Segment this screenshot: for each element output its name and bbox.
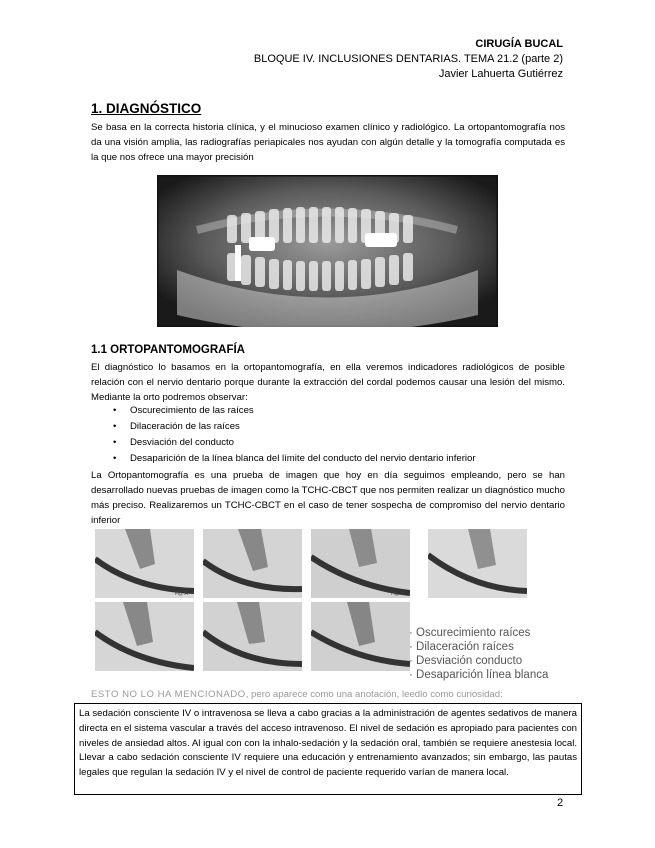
block-subtitle: BLOQUE IV. INCLUSIONES DENTARIAS. TEMA 21.2 (parte 2) <box>253 53 563 65</box>
radiograph-panel <box>203 529 302 598</box>
svg-text:Fig. B: Fig. B <box>391 591 405 597</box>
legend-item: · Dilaceración raíces <box>409 641 514 653</box>
course-title: CIRUGÍA BUCAL <box>475 38 563 50</box>
list-item: • Oscurecimiento de las raíces <box>113 405 254 416</box>
radiograph-panel <box>203 602 302 671</box>
legend-item: · Desaparición línea blanca <box>409 669 549 681</box>
page-number: 2 <box>557 797 564 809</box>
figure-legend <box>409 626 548 682</box>
radiograph-panel <box>95 602 194 671</box>
radiograph-panel <box>311 529 410 598</box>
section-heading-ortopantomografia: 1.1 ORTOPANTOMOGRAFÍA <box>91 344 245 356</box>
sedation-info-box: La sedación consciente IV o intravenosa se lleva a cabo gracias a la administración de agentes sedativos de manera directa en el sistema vascular a través del acceso intravenoso. El nivel de sedación es apropiado para pacientes con niveles de ansiedad altos. Al igual con con la inhalo-sedación y la sedación oral, también se requiere anestesia local. Llevar a cabo sedación consciente IV requiere una educación y entrenamiento avanzados; sin embargo, las pautas legales que regulan la sedación IV y el nivel de control de paciente requerido varían de manera local. <box>74 703 582 795</box>
radiograph-panel <box>428 529 527 598</box>
section-paragraph-ortopantomografia: El diagnóstico lo basamos en la ortopantomografía, en ella veremos indicadores radiológicos de posible relación con el nervio dentario porque durante la extracción del cordal podemos causar una lesión del mismo. Mediante la orto podremos observar: <box>91 362 565 403</box>
legend-item: · Oscurecimiento raíces <box>409 627 531 639</box>
bullet-icon: • <box>113 437 117 448</box>
legend-item: · Desviación conducto <box>409 655 523 667</box>
panoramic-xray-image <box>157 175 498 327</box>
document-header <box>254 37 563 82</box>
annotation-note: ESTO NO LO HA MENCIONADO, pero aparece como una anotación, leedlo como curiosidad: <box>91 689 503 700</box>
bullet-icon: • <box>113 421 117 432</box>
bullet-icon: • <box>113 453 117 464</box>
svg-text:Fig. A: Fig. A <box>175 591 188 597</box>
section-paragraph-cbct: La Ortopantomografía es una prueba de imagen que hoy en día seguimos empleando, pero se han desarrollado nuevas pruebas de imagen como la TCHC-CBCT que nos permiten realizar un diagnóstico mucho más preciso. Realizaremos un TCHC-CBCT en el caso de tener sospecha de compromiso del nervio dentario inferior <box>91 470 565 526</box>
list-item: • Desviación del conducto <box>113 437 234 448</box>
bullet-icon: • <box>113 405 117 416</box>
section-paragraph-diagnostico: Se basa en la correcta historia clínica, y el minucioso examen clínico y radiológico. La ortopantomografía nos da una visión amplia, las radiografías periapicales nos ayudan con algún detalle y la tomografía computada es la que nos ofrece una mayor precisión <box>91 122 565 163</box>
radiograph-panel <box>311 602 410 671</box>
radiograph-panel <box>95 529 194 598</box>
author-name: Javier Lahuerta Gutiérrez <box>438 68 563 80</box>
indicator-list <box>91 403 476 467</box>
list-item: • Dilaceración de las raíces <box>113 421 240 432</box>
list-item: • Desaparición de la línea blanca del límite del conducto del nervio dentario inferior <box>113 453 476 464</box>
section-heading-diagnostico: 1. DIAGNÓSTICO <box>91 101 202 116</box>
